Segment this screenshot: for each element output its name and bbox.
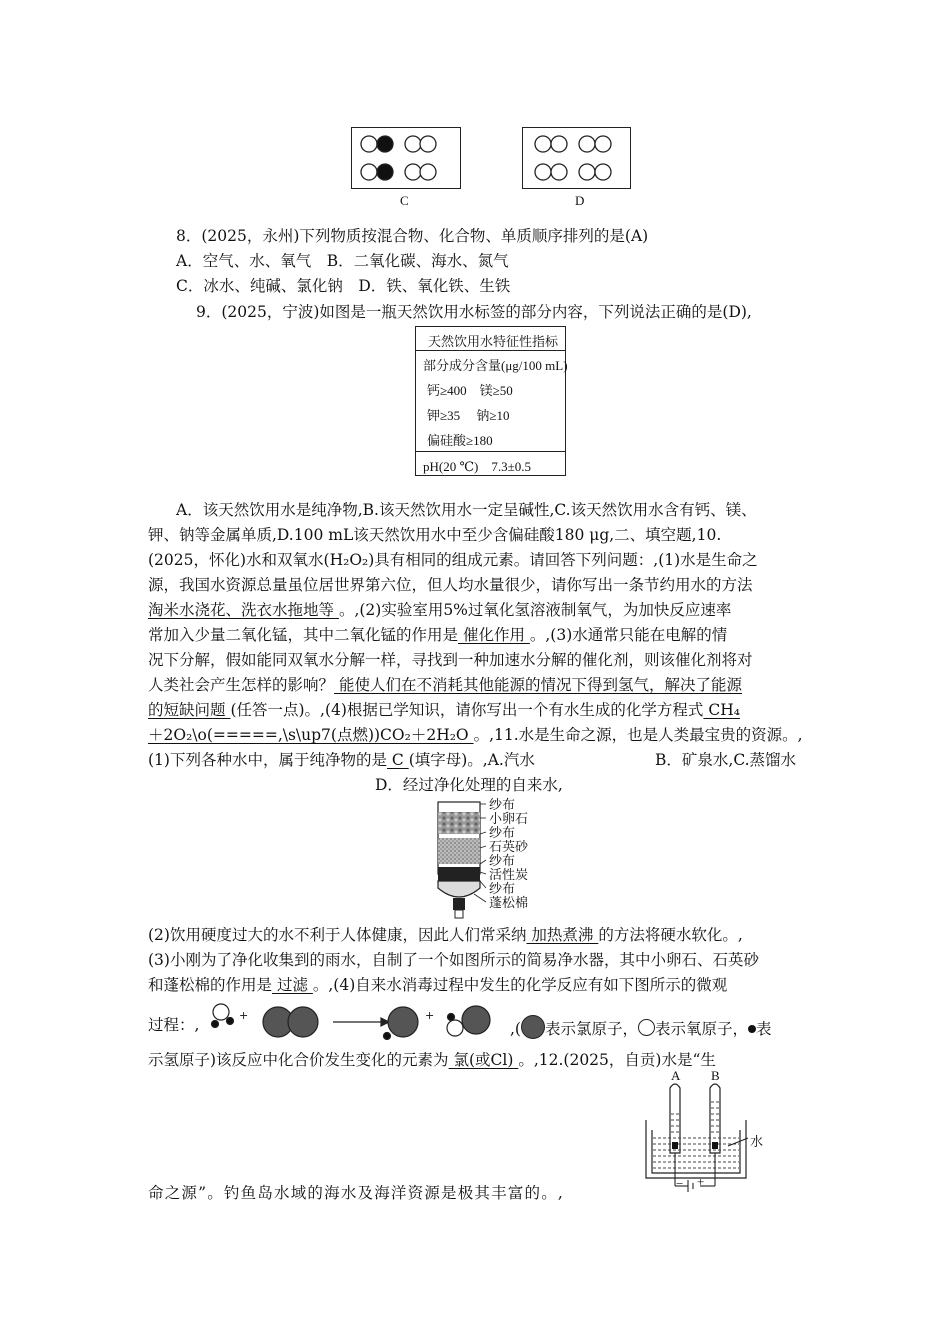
- q8-options-ab: A．空气、水、氧气 B．二氧化碳、海水、氮气: [176, 252, 509, 270]
- q10-line8-text: 人类社会产生怎样的影响？: [148, 676, 335, 694]
- q11-line17: [148, 1050, 716, 1070]
- q10-line4: 源，我国水资源总量虽位居世界第六位，但人均水量很少，请你写出一条节约用水的方法: [148, 576, 753, 594]
- q11-line16-prefix: 过程：,: [148, 1016, 200, 1034]
- q11-line15: [148, 975, 727, 995]
- q9-line2: 钾、钠等金属单质,D.100 mL该天然饮用水中至少含偏硅酸180 μg,二、填空题,10.: [148, 526, 722, 544]
- q11-line13-post: 的方法将硬水软化。,: [598, 926, 743, 944]
- q11-line17-text: 示氢原子)该反应中化合价发生变化的元素为: [148, 1051, 449, 1069]
- label-divider: [416, 350, 565, 351]
- figure-d-box: [522, 127, 631, 189]
- q10-line3: (2025，怀化)水和双氧水(H₂O₂)具有相同的组成元素。请回答下列问题：,(1)水是生命之: [148, 551, 758, 569]
- q10-line7: 况下分解，假如能同双氧水分解一样，寻找到一种加速水分解的催化剂，则该催化剂将对: [148, 651, 753, 669]
- q10-line5-text: 。,(2)实验室用5%过氧化氢溶液制氧气，为加快反应速率: [338, 601, 732, 619]
- label-subtitle: 部分成分含量(μg/100 mL): [423, 358, 568, 373]
- q10-line6-post: 。,(3)水通常只能在电解的情: [529, 626, 728, 644]
- reaction-plus-1: +: [239, 1009, 249, 1022]
- q11-line11-text: (1)下列各种水中，属于纯净物的是: [148, 751, 387, 769]
- label-row-potassium: 钾≥35 钠≥10: [427, 408, 510, 423]
- water-label-table: [415, 326, 566, 476]
- q9-stem: 9．(2025，宁波)如图是一瓶天然饮用水标签的部分内容，下列说法正确的是(D),: [196, 303, 752, 321]
- filter-label-gauze-1: 纱布: [489, 797, 516, 812]
- label-row-calcium: 钙≥400 镁≥50: [427, 383, 513, 398]
- figure-c-label: C: [400, 193, 409, 208]
- figure-c-box: [351, 127, 461, 189]
- q10-line8: [148, 675, 742, 695]
- q11-line11-mid: (填字母)。,A.汽水: [408, 751, 535, 769]
- q8-options-cd: C．冰水、纯碱、氯化钠 D．铁、氧化铁、生铁: [176, 277, 511, 295]
- q12-line18: 命之源”。钓鱼岛水域的海水及海洋资源是极其丰富的。,: [148, 1184, 565, 1202]
- q11-line15-text: 和蓬松棉的作用是: [148, 976, 273, 994]
- q10-line10-text: 。,11.水是生命之源，也是人类最宝贵的资源。,: [473, 726, 803, 744]
- legend-hydrogen-icon: [748, 1025, 756, 1033]
- q8-stem: 8．(2025，永州)下列物质按混合物、化合物、单质顺序排列的是(A): [176, 227, 649, 245]
- legend-chlorine-icon: [521, 1015, 545, 1039]
- legend-chlorine-text: 表示氯原子，: [544, 1020, 638, 1038]
- answer-impact-b: 的短缺问题: [148, 701, 231, 719]
- legend-hydrogen-text: 表: [756, 1020, 772, 1038]
- q11-line14: (3)小刚为了净化收集到的雨水，自制了一个如图所示的简易净水器，其中小卵石、石英砂: [148, 951, 759, 969]
- label-row-silicic: 偏硅酸≥180: [427, 433, 493, 448]
- q11-line12: D．经过净化处理的自来水,: [375, 776, 563, 794]
- legend-oxygen-text: 表示氧原子，: [655, 1020, 749, 1038]
- filter-labels: [489, 798, 528, 910]
- filter-label-gauze-3: 纱布: [489, 853, 516, 868]
- filter-label-cotton: 蓬松棉: [489, 895, 529, 910]
- q11-line13: [148, 925, 743, 945]
- answer-equation-b: ＋2O₂\o(=====,\s\up7(点燃))CO₂＋2H₂O: [148, 726, 474, 744]
- q11-line11: [148, 750, 535, 770]
- q11-line13-text: (2)饮用硬度过大的水不利于人体健康，因此人们常采纳: [148, 926, 527, 944]
- answer-filtration: 过滤: [272, 976, 313, 994]
- q11-line17-post: 。,12.(2025，自贡)水是“生: [518, 1051, 716, 1069]
- q9-line1: A．该天然饮用水是纯净物,B.该天然饮用水一定呈碱性,C.该天然饮用水含有钙、镁、: [176, 501, 757, 519]
- q10-line6: [148, 625, 727, 645]
- q11-line15-post: 。,(4)自来水消毒过程中发生的化学反应有如下图所示的微观: [312, 976, 728, 994]
- figure-d-label: D: [575, 193, 585, 208]
- electrolysis-minus: −: [676, 1176, 684, 1191]
- q10-line10: [148, 725, 803, 745]
- filter-label-gauze-2: 纱布: [489, 825, 516, 840]
- answer-chlorine: 氯(或Cl): [448, 1051, 519, 1069]
- answer-catalyst: 催化作用: [458, 626, 530, 644]
- electrolysis-label-water: 水: [750, 1134, 764, 1149]
- q11-line11-b: B．矿泉水,C.蒸馏水: [655, 751, 797, 769]
- figure-d-molecules: [523, 128, 629, 187]
- electrolysis-plus: +: [697, 1174, 705, 1189]
- legend-oxygen-icon: [638, 1019, 655, 1036]
- filter-label-quartz-sand: 石英砂: [489, 839, 529, 854]
- filter-label-pebbles: 小卵石: [489, 811, 529, 826]
- answer-impact-a: 能使人们在不消耗其他能源的情况下得到氢气，解决了能源: [334, 676, 742, 694]
- reaction-plus-2: +: [425, 1009, 435, 1022]
- q10-line9: [148, 700, 740, 720]
- q11-line16-legend: [510, 1015, 772, 1039]
- electrolysis-label-b: B: [711, 1068, 720, 1083]
- label-row-ph: pH(20 ℃) 7.3±0.5: [423, 459, 531, 474]
- legend-paren: ,(: [510, 1020, 521, 1038]
- figure-c-molecules: [352, 128, 459, 187]
- filter-label-gauze-4: 纱布: [489, 881, 516, 896]
- q10-line5: [148, 600, 731, 620]
- label-title: 天然饮用水特征性指标: [428, 334, 559, 349]
- answer-save-water: 淘米水浇花、洗衣水拖地等: [148, 601, 339, 619]
- q10-line9-text: (任答一点)。,(4)根据已学知识，请你写出一个有水生成的化学方程式: [230, 701, 704, 719]
- answer-equation-a: CH₄: [703, 701, 740, 719]
- filter-label-activated-carbon: 活性炭: [489, 867, 529, 882]
- q10-line6-text: 常加入少量二氧化锰，其中二氧化锰的作用是: [148, 626, 459, 644]
- label-divider-ph: [416, 451, 565, 452]
- electrolysis-label-a: A: [671, 1068, 681, 1083]
- answer-boiling: 加热煮沸: [526, 926, 599, 944]
- answer-pure-water: C: [386, 751, 409, 769]
